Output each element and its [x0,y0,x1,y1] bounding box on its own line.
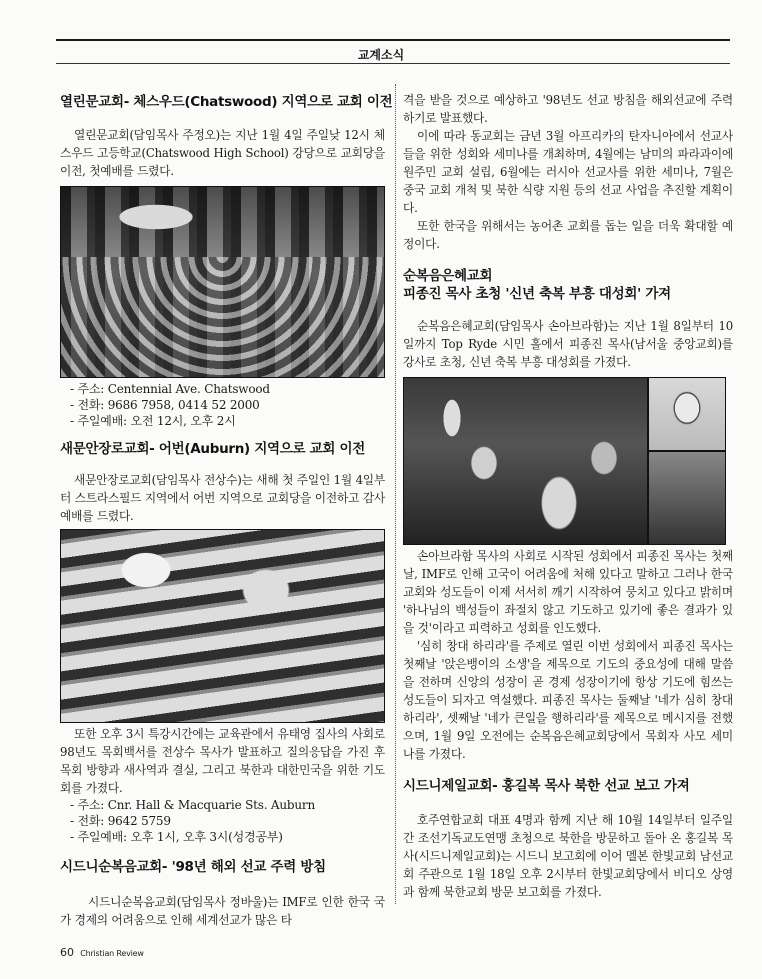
contact-info-chatswood [60,381,385,429]
article-body: 열린문교회(담임목사 주정오)는 지난 1월 4일 주일낮 12시 체스우드 고등학교(Chatswood High School) 강당으로 교회당을 이전, 첫예배를 드렸다. [60,128,385,178]
article-body: 시드니순복음교회(담임목사 정바울)는 IMF로 인한 한국 국가 경제의 어려움으로 인해 세계선교가 많은 타 [60,895,385,927]
article-headline-line2: 피종진 목사 초청 '신년 축복 부흥 대성회' 가져 [403,286,671,302]
magazine-name: Christian Review [80,949,144,958]
article-body: 새문안장로교회(담임목사 전상수)는 새해 첫 주일인 1월 4일부터 스트라스필드 지역에서 어번 지역으로 교회당을 이전하고 감사예배를 드렸다. [60,473,385,523]
header-rule-bottom [56,63,730,64]
article-sydney-full-gospel-continued [403,91,733,253]
photo-congregation-right [648,451,726,545]
article-body: 이에 따라 동교회는 금년 3월 아프리카의 탄자니아에서 선교사들을 위한 성회와 세미나를 개최하며, 4월에는 남미의 파라과이에 원주민 교회 설립, 6월에는 러시아 선교사를 위한 세미나, 7월은 중국 교회 개척 및 북한 식량 지원 등의 선교 사업을 추진할 계획이다. [403,129,733,215]
article-headline-line1: 순복음은혜교회 [403,268,493,284]
page-footer [60,946,144,959]
article-full-gospel-grace [403,267,733,763]
contact-info-auburn [60,797,385,845]
article-body-continued: 또한 오후 3시 특강시간에는 교육관에서 유태영 집사의 사회로 98년도 목회백서를 전상수 목사가 발표하고 질의응답을 가진 후 목회 방향과 새사역과 결실, 그리고 북한과 대한민국을 위한 기도회를 가졌다. [60,727,385,795]
column-divider [395,84,396,904]
article-body: '심히 창대 하리라'를 주제로 열린 이번 성회에서 피종진 목사는 첫째날 '앉은뱅이의 소생'을 제목으로 기도의 중요성에 대해 말씀을 전하며 신앙의 성장이 곧 경제 성장이기에 항상 기도에 힘쓰는 성도들이 되자고 역설했다. 피종진 목사는 둘째날 '네가 심히 창대하리라', 셋째날 '네가 큰일을 행하리라'를 제목으로 메시지를 전했으며, 1월 9일 오전에는 순복음은혜교회당에서 목회자 사모 세미나를 가졌다. [403,639,733,761]
info-phone: - 전화: 9686 7958, 0414 52 2000 [70,398,260,412]
photo-chatswood-auditorium [60,186,385,378]
info-address: - 주소: Cnr. Hall & Macquarie Sts. Auburn [70,798,315,812]
article-body: 격을 받을 것으로 예상하고 '98년도 선교 방침을 해외선교에 주력하기로 발표했다. [403,93,733,125]
article-chatswood [60,93,393,429]
info-service-times: - 주일예배: 오후 1시, 오후 3시(성경공부) [70,830,283,844]
photo-congregation-worship [403,377,648,545]
article-body: 순복음은혜교회(담임목사 손아브라함)는 지난 1월 8일부터 10일까지 Top Ryde 시민 홀에서 피종진 목사(남서울 중앙교회)를 강사로 초청, 신년 축복 부흥 대성회를 가졌다. [403,319,733,369]
section-title: 교계소식 [357,48,405,62]
info-service-times: - 주일예배: 오전 12시, 오후 2시 [70,414,236,428]
left-column [60,84,393,929]
article-sydney-first-church [403,777,733,901]
info-phone: - 전화: 9642 5759 [70,814,171,828]
article-headline: 열린문교회- 체스우드(Chatswood) 지역으로 교회 이전 [60,94,393,110]
article-body: 호주연합교회 대표 4명과 함께 지난 해 10월 14일부터 일주일간 조선기독교도연맹 초청으로 북한을 방문하고 돌아 온 홍길복 목사(시드니제일교회)는 시드니 보고회에 이어 멜본 한빛교회 남선교회 주관으로 1월 18일 오후 2시부터 한빛교회당에서 비디오 상영과 함께 북한교회 방문 보고회를 가졌다. [403,813,733,899]
article-headline: 새문안장로교회- 어번(Auburn) 지역으로 교회 이전 [60,441,366,457]
article-sydney-full-gospel [60,858,385,929]
info-address: - 주소: Centennial Ave. Chatswood [70,382,270,396]
article-headline: 시드니순복음교회- '98년 해외 선교 주력 방침 [60,859,326,875]
article-headline: 시드니제일교회- 홍길복 목사 북한 선교 보고 가져 [403,778,690,794]
article-auburn [60,440,385,845]
photo-revival-meeting [403,377,726,545]
article-body: 또한 한국을 위해서는 농어촌 교회를 돕는 일을 더욱 확대할 예정이다. [403,219,733,251]
photo-auburn-church [60,529,385,723]
photo-inset-pastor-speaking [648,377,726,451]
article-body: 손아브라함 목사의 사회로 시작된 성회에서 피종진 목사는 첫째날, IMF로 인해 고국이 어려움에 처해 있다고 말하고 그러나 한국교회와 성도들이 이제 서서히 깨기 시작하여 뭉치고 있다고 밝히며 '하나님의 백성들이 좌절치 않고 기도하고 있기에 좋은 결과가 있을 것'이라고 피력하고 성회를 인도했다. [403,549,733,635]
page-number: 60 [60,946,74,959]
right-column [403,84,733,901]
header-rule-top [56,39,730,41]
